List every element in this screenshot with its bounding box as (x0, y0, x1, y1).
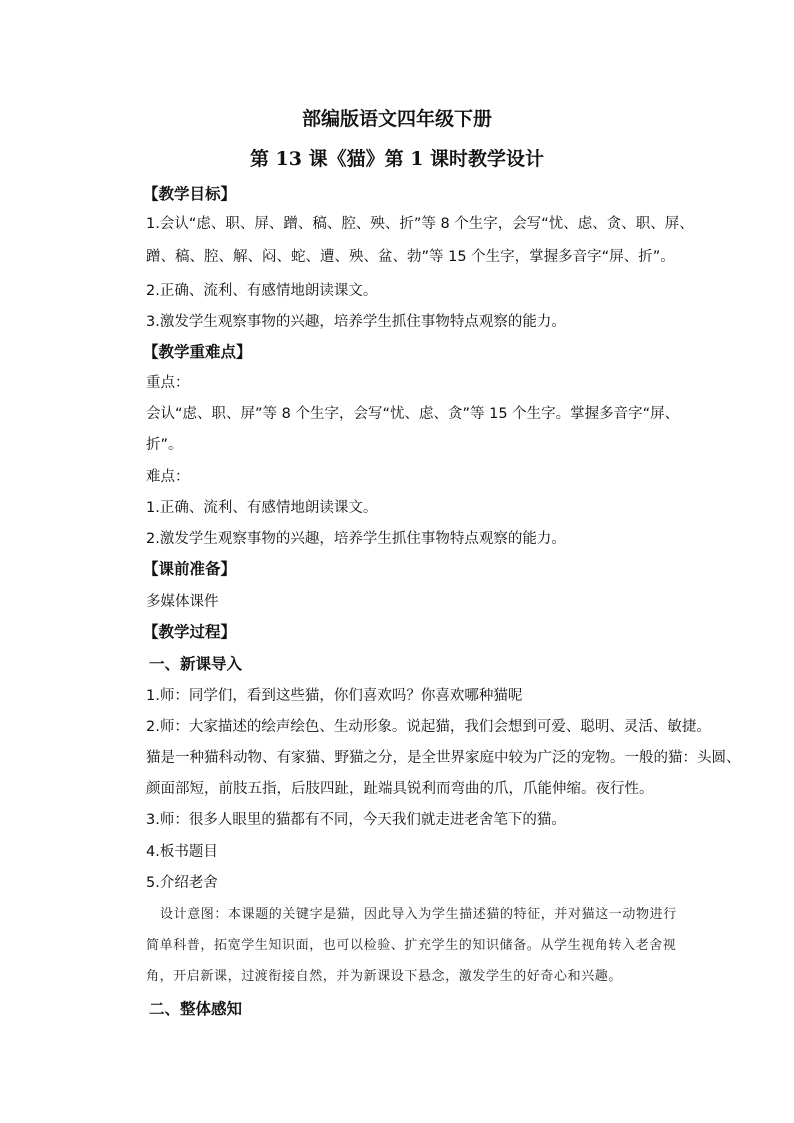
process-step-5: 5.介绍老舍 (146, 875, 218, 891)
heading-preparation: 【课前准备】 (143, 559, 237, 578)
design-intent-line-3: 角，开启新课，过渡衔接自然，并为新课设下悬念，激发学生的好奇心和兴趣。 (146, 969, 623, 984)
goal-3: 3.激发学生观察事物的兴趣，培养学生抓住事物特点观察的能力。 (146, 314, 566, 330)
design-intent-line-1: 设计意图：本课题的关键字是猫，因此导入为学生描述猫的特征，并对猫这一动物进行 (160, 907, 677, 922)
design-intent-line-2: 简单科普，拓宽学生知识面，也可以检验、扩充学生的知识储备。从学生视角转入老舍视 (146, 938, 677, 953)
difficult-point-2: 2.激发学生观察事物的兴趣，培养学生抓住事物特点观察的能力。 (146, 531, 566, 547)
process-step-2-line-2: 猫是一种猫科动物、有家猫、野猫之分，是全世界家庭中较为广泛的宠物。一般的猫：头圆、 (146, 750, 741, 766)
lesson-title: 第 13 课《猫》第 1 课时教学设计 (249, 148, 545, 170)
document-title: 部编版语文四年级下册 (301, 108, 492, 130)
section-2-heading: 二、整体感知 (149, 999, 243, 1018)
process-step-2-line-3: 颜面部短，前肢五指，后肢四趾，趾端具锐利而弯曲的爪，爪能伸缩。夜行性。 (146, 781, 654, 797)
section-1-heading: 一、新课导入 (149, 654, 243, 673)
difficult-point-1: 1.正确、流利、有感情地朗读课文。 (146, 500, 378, 516)
key-point-line-1: 会认“虑、职、屏”等 8 个生字，会写“忧、虑、贪”等 15 个生字。掌握多音字“屏、 (146, 406, 680, 422)
goal-1-line-2: 蹭、稿、腔、解、闷、蛇、遭、殃、盆、勃”等 15 个生字，掌握多音字“屏、折”。 (146, 249, 675, 265)
goal-2: 2.正确、流利、有感情地朗读课文。 (146, 283, 378, 299)
goal-1-line-1: 1.会认“虑、职、屏、蹭、稿、腔、殃、折”等 8 个生字，会写“忧、虑、贪、职、屏、 (146, 216, 694, 232)
key-point-label: 重点： (146, 375, 190, 391)
process-step-1: 1.师：同学们，看到这些猫，你们喜欢吗？你喜欢哪种猫呢 (146, 688, 523, 704)
heading-teaching-process: 【教学过程】 (143, 622, 237, 641)
process-step-4: 4.板书题目 (146, 844, 218, 860)
key-point-line-2: 折”。 (146, 437, 183, 453)
difficult-point-label: 难点： (146, 469, 190, 485)
heading-teaching-goals: 【教学目标】 (143, 184, 237, 203)
preparation-text: 多媒体课件 (146, 594, 219, 610)
process-step-2-line-1: 2.师：大家描述的绘声绘色、生动形象。说起猫，我们会想到可爱、聪明、灵活、敏捷。 (146, 719, 711, 735)
process-step-3: 3.师：很多人眼里的猫都有不同，今天我们就走进老舍笔下的猫。 (146, 812, 566, 828)
heading-key-difficult: 【教学重难点】 (143, 342, 252, 361)
